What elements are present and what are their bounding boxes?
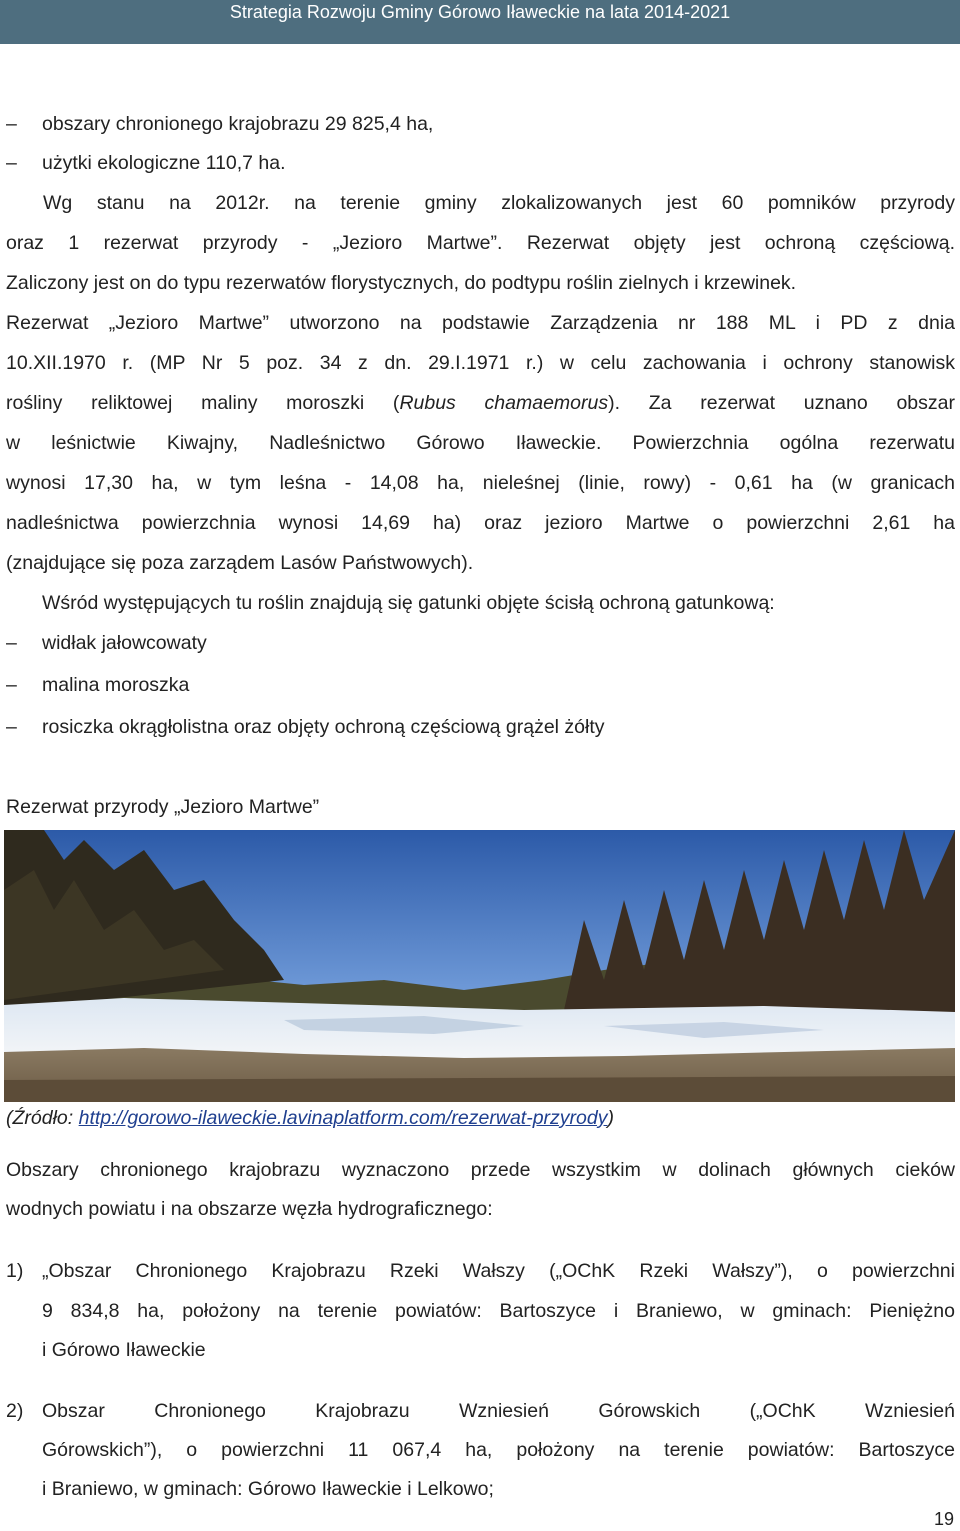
numbered-item-line: 9 834,8 ha, położony na terenie powiatów: Bartoszyce i Braniewo, w gminach: Pieniężno [42, 1300, 955, 1322]
numbered-item-line: Obszar Chronionego Krajobrazu Wzniesień Górowskich („OChK Wzniesień [42, 1400, 955, 1422]
dash-bullet: – [6, 716, 17, 738]
list-item: – obszary chronionego krajobrazu 29 825,4 ha, [6, 113, 434, 135]
latin-name: Rubus chamaemorus [399, 392, 609, 414]
paragraph-line: wodnych powiatu i na obszarze węzła hydrograficznego: [6, 1198, 493, 1220]
dash-bullet: – [6, 113, 17, 135]
paragraph-line: w leśnictwie Kiwajny, Nadleśnictwo Górowo Iławeckie. Powierzchnia ogólna rezerwatu [6, 432, 955, 454]
paragraph-line: Zaliczony jest on do typu rezerwatów florystycznych, do podtypu roślin zielnych i krzewinek. [6, 272, 797, 294]
paragraph-line: 10.XII.1970 r. (MP Nr 5 poz. 34 z dn. 29.I.1971 r.) w celu zachowania i ochrony stanowisk [6, 352, 955, 374]
paragraph-line: Wśród występujących tu roślin znajdują się gatunki objęte ścisłą ochroną gatunkową: [42, 592, 775, 614]
dash-bullet: – [6, 632, 17, 654]
numbered-item-line: Górowskich”), o powierzchni 11 067,4 ha, położony na terenie powiatów: Bartoszyce [42, 1439, 955, 1461]
list-item: – użytki ekologiczne 110,7 ha. [6, 152, 286, 174]
paragraph-line: wynosi 17,30 ha, w tym leśna - 14,08 ha, nieleśnej (linie, rowy) - 0,61 ha (w granicach [6, 472, 955, 494]
lake-photo [4, 830, 955, 1102]
paragraph-line: nadleśnictwa powierzchnia wynosi 14,69 ha) oraz jezioro Martwe o powierzchni 2,61 ha [6, 512, 955, 534]
list-item: – widłak jałowcowaty [6, 632, 207, 654]
dash-bullet: – [6, 674, 17, 696]
paragraph-line: Rezerwat „Jezioro Martwe” utworzono na podstawie Zarządzenia nr 188 ML i PD z dnia [6, 312, 955, 334]
dash-bullet: – [6, 152, 17, 174]
paragraph-line: oraz 1 rezerwat przyrody - „Jezioro Martwe”. Rezerwat objęty jest ochroną częściową. [6, 232, 955, 254]
page-header [0, 0, 960, 44]
list-number: 2) [6, 1400, 24, 1422]
paragraph-line: Obszary chronionego krajobrazu wyznaczono przede wszystkim w dolinach głównych cieków [6, 1159, 955, 1181]
paragraph-line: (znajdujące się poza zarządem Lasów Państwowych). [6, 552, 474, 574]
page-number: 19 [933, 1509, 954, 1529]
figure-caption: Rezerwat przyrody „Jezioro Martwe” [6, 796, 320, 818]
source-link[interactable]: http://gorowo-ilaweckie.lavinaplatform.com/rezerwat-przyrody [78, 1107, 608, 1129]
paragraph-line: Wg stanu na 2012r. na terenie gminy zlokalizowanych jest 60 pomników przyrody [43, 192, 955, 214]
figure-source: (Źródło: http://gorowo-ilaweckie.lavinaplatform.com/rezerwat-przyrody) [6, 1107, 614, 1129]
list-item: – rosiczka okrągłolistna oraz objęty ochroną częściową grążel żółty [6, 716, 605, 738]
numbered-item-line: i Górowo Iławeckie [42, 1339, 206, 1361]
paragraph-line: rośliny reliktowej maliny moroszki (Rubus chamaemorus). Za rezerwat uznano obszar [6, 392, 955, 414]
header-title: Strategia Rozwoju Gminy Górowo Iławeckie na lata 2014-2021 [229, 2, 731, 22]
list-number: 1) [6, 1260, 24, 1282]
numbered-item-line: i Braniewo, w gminach: Górowo Iławeckie i Lelkowo; [42, 1478, 494, 1500]
list-item: – malina moroszka [6, 674, 190, 696]
numbered-item-line: „Obszar Chronionego Krajobrazu Rzeki Wałszy („OChK Rzeki Wałszy”), o powierzchni [42, 1260, 955, 1282]
